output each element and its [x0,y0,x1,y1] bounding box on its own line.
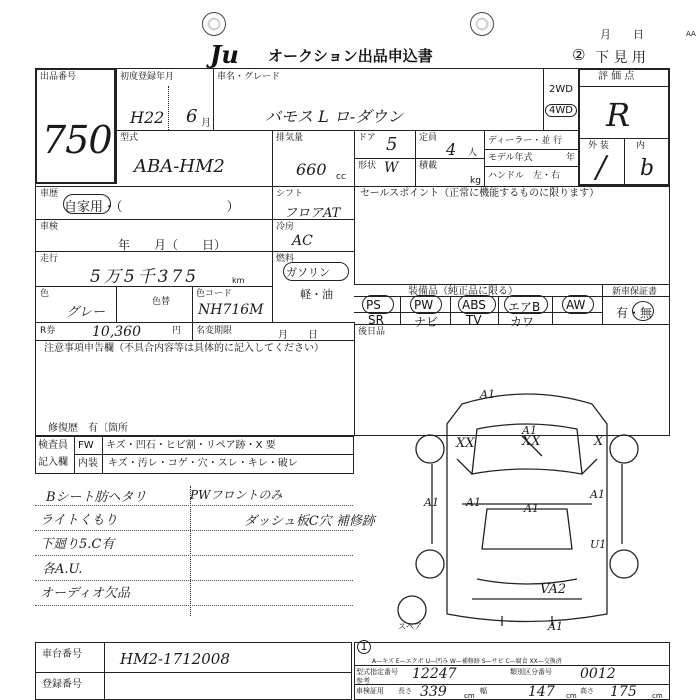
capacity-value: 4 [446,140,457,159]
evaluation-label: 評 価 点 [598,71,635,82]
width-label: 幅 [480,687,487,695]
form-title: オークション出品申込書 [268,47,433,65]
copy-label: 下 見 用 [595,50,646,66]
name-change-value: 月 日 [278,330,318,341]
month-day-label: 月 日 [600,28,644,41]
inspection-label: 車検 [40,222,59,232]
equip-aw: AW [566,298,586,312]
lot-number: 750 [42,118,112,162]
color-label: 色 [40,289,50,299]
first-registration-month: 6 [186,106,198,127]
fuel-circle [283,262,349,281]
history-value: 自家用・（ ） [64,200,240,215]
equip-ps: PS [366,298,381,312]
interior-label: 内 [636,141,646,151]
length-label: 長さ [398,687,412,695]
name-change-label: 名変期限 [196,326,233,336]
capacity-label: 定員 [419,133,438,143]
spec-number-label: 型式指定番号 [356,668,398,676]
car-name-label: 車名・グレード [217,72,281,82]
equip-sr: SR [368,313,384,327]
punch-hole-right [470,12,494,36]
color-value: グレー [66,305,106,320]
spare-label: スペア [398,622,422,631]
history-label: 車歴 [40,189,59,199]
warranty-value: 有・無 [616,306,653,320]
mark-rear-bumper: A1 [548,620,563,633]
height-label: 高さ [580,687,594,695]
mark-hood: A1 [522,424,537,437]
notes-label: 注意事項申告欄（不具合内容等は具体的に記入してください） [44,343,324,354]
first-registration-label: 初度登録年月 [120,72,175,82]
ac-value: AC [292,233,313,249]
mark-hood-xx: XX [522,434,541,449]
sales-point-label: セールスポイント（正常に機能するものに限ります） [360,188,600,199]
cert-label: 車検証用 [356,687,384,695]
equip-leather: カワ [510,315,535,329]
evaluation-score: R [606,96,631,134]
equip-tv: TV [466,313,482,327]
note-line-1: Bシート肪ヘタリ [46,490,147,505]
width-unit: cm [566,692,577,700]
chassis-number: HM2-1712008 [120,650,230,668]
equip-pw: PW [414,298,434,312]
cc-unit: cc [336,172,346,182]
note-right-1: PWフロントのみ [190,488,283,502]
inspection-value: 年 月（ 日） [118,238,227,252]
load-label: 積載 [419,161,438,171]
mark-right-fender: X [594,434,604,449]
color-code-value: NH716M [198,302,264,318]
ju-logo: Ju [210,40,239,69]
aa-label: AA [686,30,696,38]
model-year-label: モデル年式 [488,153,533,163]
mark-left-fender: XX [456,436,475,451]
lot-number-label: 出品番号 [40,72,77,82]
capacity-unit: 人 [468,148,478,158]
mileage-value: 5万5千375 [90,267,200,287]
note-line-4: 各A.U. [42,562,83,577]
mark-left-door: A1 [424,496,439,509]
interior-check-label: 内装 [78,458,98,469]
fw-text: キズ・凹石・ヒビ割・リペア跡・X 要 [106,440,276,451]
equipment-label: 装備品（純正品に限る） [408,286,518,297]
entry-label: 記入欄 [38,457,68,468]
length-unit: cm [464,692,475,700]
warranty-label: 新車保証書 [612,287,658,297]
model-year-unit: 年 [566,153,576,163]
first-registration-era: H22 [130,108,165,127]
note-line-5: オーディオ欠品 [40,586,130,601]
type-number: 0012 [580,666,616,682]
equip-navi: ナビ [414,315,439,329]
recycle-label: R券 [40,326,56,336]
repair-history-label: 修復歴 有〔箇所 [48,423,128,434]
fuel-label: 燃料 [276,254,295,264]
type-number-label: 類別区分番号 [510,668,552,676]
km-unit: km [232,276,245,285]
mark-right-door: A1 [590,488,605,501]
mileage-label: 走行 [40,254,59,264]
model-label: 型式 [120,133,139,143]
fuel-value: ガソリン [286,266,330,279]
note-right-2: ダッシュ板C穴 補修跡 [244,514,375,529]
handle-label: ハンドル 左・右 [488,171,561,181]
ac-label: 冷房 [276,222,295,232]
fuel-other: 軽・油 [300,288,333,301]
ref-label: 参考 [356,677,370,685]
equip-abs: ABS [462,298,486,312]
exterior-score: / [596,150,607,185]
exterior-label: 外 装 [588,141,609,151]
color-code-label: 色コード [196,289,233,299]
damage-legend: A—キズ E—エクボ U—凹み W—補修跡 S—サビ C—腐食 XX—交換済 [372,658,562,665]
displacement-label: 排気量 [276,133,304,143]
interior-check-text: キズ・汚レ・コゲ・穴・スレ・キレ・破レ [108,458,298,469]
shape-value: W [384,160,399,176]
fw-label: FW [78,440,94,451]
mark-right-rear: U1 [590,538,607,551]
car-name: バモス L ロ-ダウン [265,107,404,126]
mark-roof: A1 [466,496,481,509]
punch-hole-left [202,12,226,36]
note-line-3: 下廻り5.C有 [40,537,115,552]
yen-unit: 円 [172,326,182,336]
displacement-value: 660 [296,160,327,179]
equip-airbag: エアB [508,300,541,314]
doors-value: 5 [386,134,398,155]
drive-2wd: 2WD [549,84,573,95]
drive-4wd: 4WD [545,104,577,117]
mark-rear: VA2 [540,582,567,597]
length-value: 339 [420,684,447,700]
inspector-label: 検査員 [38,440,68,451]
doors-label: ドア [358,133,376,143]
color-change-label: 色替 [152,297,171,307]
month-unit: 月 [201,118,211,129]
recycle-value: 10,360 [92,324,141,340]
registration-label: 登録番号 [42,679,82,690]
width-value: 147 [528,684,555,700]
rear-items-label: 後日品 [358,327,386,337]
shift-label: シフト [276,189,304,199]
mark-front-bumper: A1 [480,388,495,401]
mark-roof-right: A1 [524,502,539,515]
model-value: ABA-HM2 [134,156,225,177]
copy-number: ② [572,46,586,64]
interior-score: b [640,156,655,181]
dealer-label: ディーラー・並 行 [488,136,563,146]
height-value: 175 [610,684,637,700]
spec-number: 12247 [412,666,457,682]
shape-label: 形状 [358,161,377,171]
history-circle [63,194,111,214]
kg-unit: kg [470,176,481,186]
height-unit: cm [652,692,663,700]
chassis-label: 車台番号 [42,649,82,660]
shift-value: フロアAT [284,206,341,221]
note-line-2: ライトくもり [40,513,118,528]
